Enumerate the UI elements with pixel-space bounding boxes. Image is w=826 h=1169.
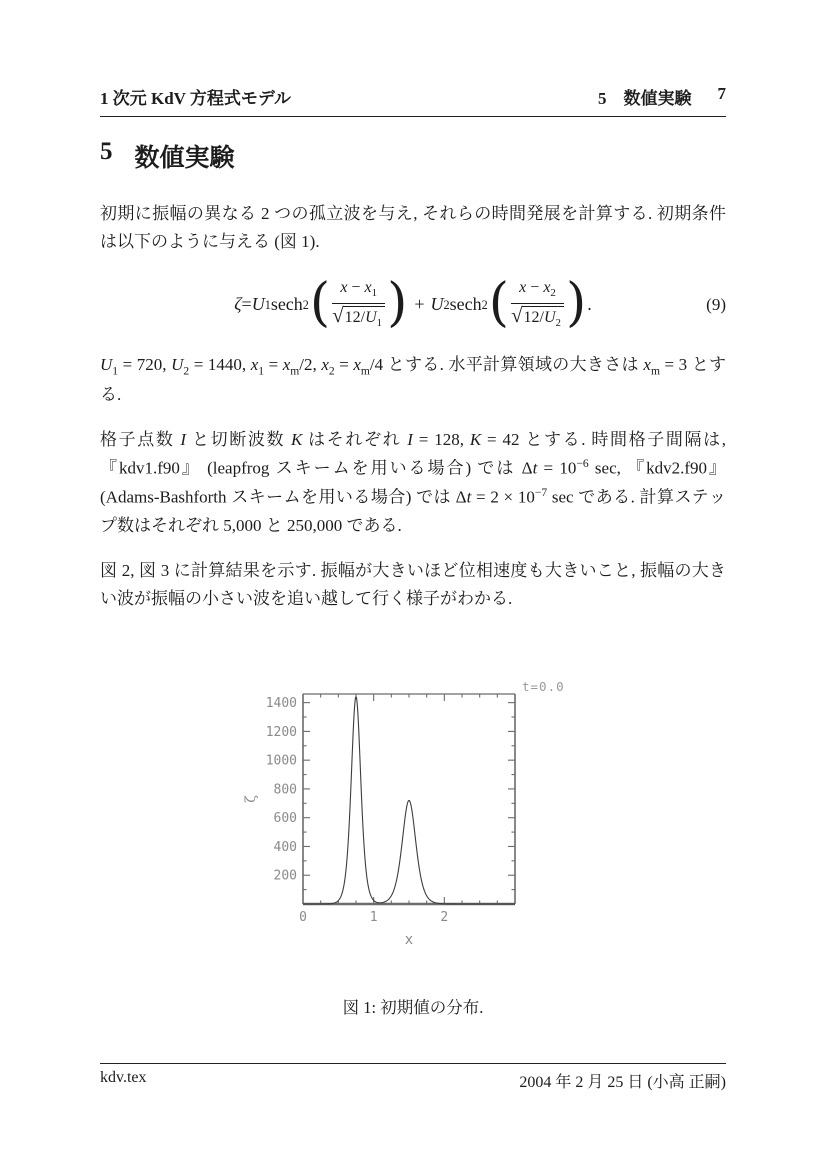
svg-text:800: 800 — [273, 782, 297, 798]
page-number: 7 — [717, 84, 726, 103]
svg-text:400: 400 — [273, 839, 297, 855]
svg-text:1000: 1000 — [265, 753, 297, 769]
svg-text:ζ: ζ — [243, 795, 259, 803]
section-title: 数値実験 — [134, 145, 235, 172]
svg-text:1200: 1200 — [265, 724, 297, 740]
running-header — [100, 84, 726, 117]
soliton-initial-plot — [230, 666, 620, 958]
figure-caption: 図 1: 初期値の分布. — [342, 998, 484, 1017]
svg-text:0: 0 — [299, 910, 307, 925]
paragraph-4: 図 2, 図 3 に計算結果を示す. 振幅が大きいほど位相速度も大きいこと, 振幅の大きい波が振幅の小さい波を追い越して行く様子がわかる. — [100, 560, 726, 609]
header-chapter-title: 1 次元 KdV 方程式モデル — [100, 89, 292, 108]
header-section-title: 5 数値実験 — [598, 89, 692, 108]
footer-filename: kdv.tex — [100, 1069, 147, 1086]
equation-number: (9) — [706, 294, 726, 314]
body-text — [100, 200, 726, 630]
svg-text:1400: 1400 — [265, 696, 297, 712]
equation-9 — [100, 272, 726, 333]
fraction-2: $x - x_2$ √ $12/U_2$ — [511, 278, 564, 331]
fraction-1: $x - x_1$ √ $12/U_1$ — [332, 278, 385, 331]
paragraph-1: 初期に振幅の異なる 2 つの孤立波を与え, それらの時間発展を計算する. 初期条件は以下のように与える (図 1). — [100, 204, 726, 252]
paragraph-3: 格子点数 I と切断波数 K はそれぞれ I = 128, K = 42 とする. 時間格子間隔は, 『kdv1.f90』 (leapfrog スキームを用いる場合) では $\Delta t = 10^{-6}$ sec, 『kdv2.f90』 (Adams-Bashforth スキームを用いる場合) では $\Delta t = 2 \times 10^{-7}$ sec である. 計算ステップ数はそれぞれ 5,000 と 250,000 である. — [100, 429, 727, 535]
figure-1-chart — [230, 666, 620, 958]
section-heading — [100, 138, 726, 174]
svg-text:600: 600 — [273, 811, 297, 827]
svg-text:x: x — [404, 932, 414, 948]
page-footer — [100, 1069, 726, 1092]
svg-text:t=0.0: t=0.0 — [522, 679, 565, 694]
section-number: 5 — [100, 138, 113, 165]
footer-date-author: 2004 年 2 月 25 日 (小高 正嗣) — [519, 1074, 726, 1091]
svg-text:1: 1 — [369, 910, 378, 925]
svg-text:2: 2 — [440, 910, 449, 925]
paragraph-2: $U_1 = 720$, $U_2 = 1440$, $x_1 = x_m/2$, $x_2 = x_m/4$ とする. 水平計算領域の大きさは $x_m = 3$ とする. — [100, 355, 727, 404]
equation-body: ζ = U 1 sech 2 ( $x - x_1$ √ $12/U_1$ ) + U 2 sech 2 ( $x - x_2$ √ $12/U_2$ ) . — [234, 272, 592, 333]
footer-rule — [100, 1063, 726, 1064]
svg-text:200: 200 — [273, 868, 297, 884]
